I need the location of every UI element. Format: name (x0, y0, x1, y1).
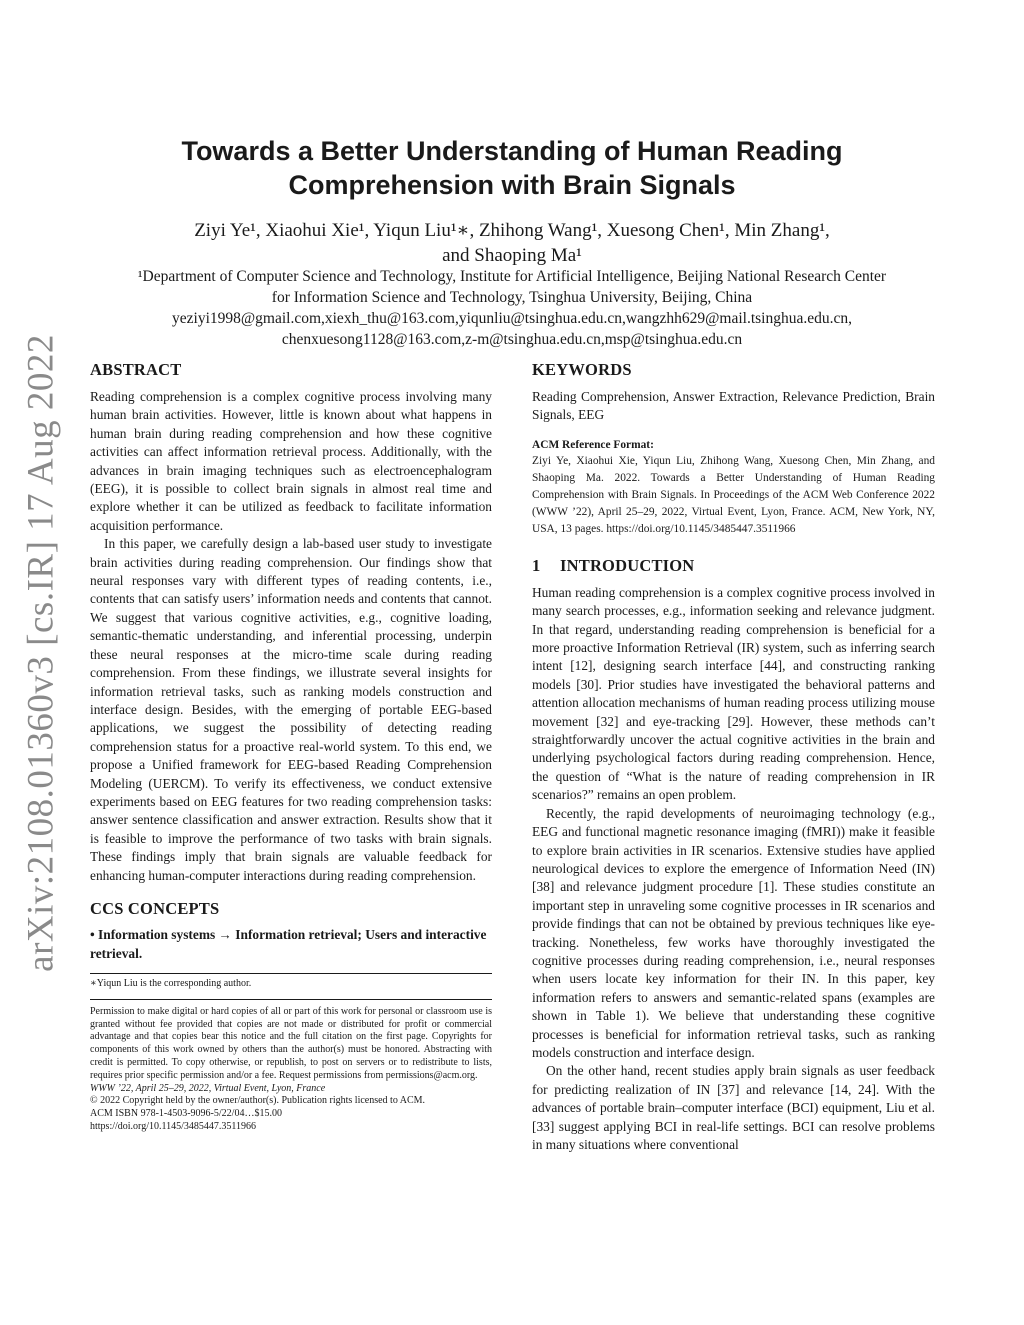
email-line-1: yeziyi1998@gmail.com,xiexh_thu@163.com,yiqunliu@tsinghua.edu.cn,wangzhh629@mail.tsinghua.edu.cn, (172, 310, 852, 327)
acm-reference-heading: ACM Reference Format: (532, 438, 654, 451)
affiliation-block (90, 266, 934, 350)
arxiv-id: arXiv:2108.01360v3 [cs.IR] 17 Aug 2022 (20, 333, 62, 972)
intro-paragraph-2: Recently, the rapid developments of neuroimaging technology (e.g., EEG and functional magnetic resonance imaging (fMRI)) make it feasible to explore brain activities in IR scenarios. Extensive studies have applied neurological devices to explore the emergence of Information Need (IN) [38] and relevance judgment procedure [1]. These studies constitute an important step in unraveling some cognitive processes in IR scenarios and provide findings that can not be obtained by previous techniques like eye-tracking. Nonetheless, few works have thoroughly investigated the cognitive processes during reading comprehension, i.e., neural responses when users locate key information for their IN. In this paper, key information refers to answers and semantic-related spans (examples are shown in Table 1). We believe that understanding these cognitive processes is beneficial for information retrieval tasks, such as ranking models construction and interface design. (532, 805, 935, 1060)
email-line-2: chenxuesong1128@163.com,z-m@tsinghua.edu.cn,msp@tsinghua.edu.cn (281, 331, 743, 348)
ccs-concepts: • Information systems → Information retrieval; Users and interactive retrieval. (90, 926, 487, 961)
keywords-heading: KEYWORDS (532, 360, 632, 379)
affiliation-line-2: for Information Science and Technology, Tsinghua University, Beijing, China (271, 289, 753, 306)
intro-paragraph-1: Human reading comprehension is a complex cognitive process involved in many search processes, e.g., information seeking and relevance judgment. In that regard, understanding reading comprehension is beneficial for a more proactive Information Retrieval (IR) system, such as inferring search intent [12], designing search interface [44], and constructing ranking models [30]. Prior studies have investigated the behavioral patterns and attention allocation mechanisms of human reading process utilizing mouse movement [32] and eye-tracking [29]. However, these methods can’t straightforwardly uncover the actual cognitive activities in the brain and underlying psychological factors during reading comprehension. Hence, the question of “What is the nature of reading comprehension in IR scenarios?” remains an open problem. (532, 584, 935, 803)
section-title: INTRODUCTION (560, 555, 695, 575)
arxiv-sidebar-stamp (10, 333, 72, 972)
author-line-2: and Shaoping Ma¹ (442, 245, 582, 266)
keywords-text: Reading Comprehension, Answer Extraction, Relevance Prediction, Brain Signals, EEG (532, 389, 935, 423)
permission-notice: Permission to make digital or hard copies of all or part of this work for personal or classroom use is granted without fee provided that copies are not made or distributed for profit or commercial advantage and that copies bear this notice and the full citation on the first page. Copyrights for components of this work owned by others than the author(s) must be honored. Abstracting with credit is permitted. To copy otherwise, or republish, to post on servers or to redistribute to lists, requires prior specific permission and/or a fee. Request permissions from permissions@acm.org. (90, 1005, 492, 1081)
left-column (90, 360, 492, 1134)
paper-title (90, 134, 934, 202)
affiliation-line-1: ¹Department of Computer Science and Technology, Institute for Artificial Intelligence, Beijing National Research Center (137, 268, 887, 285)
isbn-line: ACM ISBN 978-1-4503-9096-5/22/04…$15.00 (90, 1108, 282, 1120)
doi-line: https://doi.org/10.1145/3485447.3511966 (90, 1120, 257, 1132)
title-line-2: Comprehension with Brain Signals (288, 170, 736, 200)
permission-divider (90, 999, 492, 1000)
footnote-divider (90, 973, 492, 974)
intro-paragraph-3: On the other hand, recent studies apply brain signals as user feedback for predicting realization of IN [37] and relevance [14, 24]. With the advances of portable brain–computer interface (BCI) equipment, Liu et al. [33] suggest applying BCI in real-life settings. BCI can resolve problems in many situations where conventional (532, 1063, 935, 1152)
ccs-heading: CCS CONCEPTS (90, 898, 220, 918)
title-line-1: Towards a Better Understanding of Human Reading (181, 136, 843, 166)
acm-reference-text: Ziyi Ye, Xiaohui Xie, Yiqun Liu, Zhihong Wang, Xuesong Chen, Min Zhang, and Shaoping Ma. 2022. Towards a Better Understanding of Human Reading Comprehension with Brain Signals. In Proceedings of the ACM Web Conference 2022 (WWW ’22), April 25–29, 2022, Virtual Event, Lyon, France. ACM, New York, NY, USA, 13 pages. https://doi.org/10.1145/3485447.3511966 (532, 454, 935, 535)
right-column (532, 360, 935, 1154)
section-number: 1 (532, 555, 541, 575)
abstract-paragraph-2: In this paper, we carefully design a lab-based user study to investigate brain activities during reading comprehension. Our findings show that neural responses vary with different types of reading contents, i.e., contents that can satisfy users’ information needs and contents that cannot. We suggest that various cognitive activities, e.g., cognitive loading, semantic-thematic understanding, and inferential processing, underpin these neural responses at the micro-time scale during reading comprehension. From these findings, we illustrate several insights for information retrieval tasks, such as ranking models construction and interface design. Besides, with the emerging of portable EEG-based applications, we suggest the possibility of detecting reading comprehension status for a proactive real-world system. To this end, we propose a Unified framework for EEG-based Reading Comprehension Modeling (UERCM). To verify its effectiveness, we conduct extensive experiments based on EEG features for two reading comprehension tasks: answer sentence classification and answer extraction. Results show that it is feasible to improve the performance of two tasks with brain signals. These findings imply that brain signals are valuable feedback for enhancing human-computer interactions during reading comprehension. (90, 536, 492, 883)
author-line-1: Ziyi Ye¹, Xiaohui Xie¹, Yiqun Liu¹∗, Zhihong Wang¹, Xuesong Chen¹, Min Zhang¹, (194, 220, 830, 241)
venue-line: WWW ’22, April 25–29, 2022, Virtual Event, Lyon, France (90, 1082, 326, 1094)
abstract-heading: ABSTRACT (90, 360, 182, 379)
corresponding-author-note: ∗Yiqun Liu is the corresponding author. (90, 977, 252, 989)
author-list (90, 218, 934, 268)
copyright-line: © 2022 Copyright held by the owner/author(s). Publication rights licensed to ACM. (90, 1095, 426, 1107)
abstract-paragraph-1: Reading comprehension is a complex cognitive process involving many human brain activities. However, little is known about what happens in human brain during reading comprehension and how these cognitive activities can affect information retrieval process. Additionally, with the advances in brain imaging techniques such as electroencephalogram (EEG), it is possible to collect brain signals in almost real time and explore whether it can be utilized as feedback to facilitate information acquisition performance. (90, 389, 492, 533)
introduction-heading (532, 556, 935, 576)
